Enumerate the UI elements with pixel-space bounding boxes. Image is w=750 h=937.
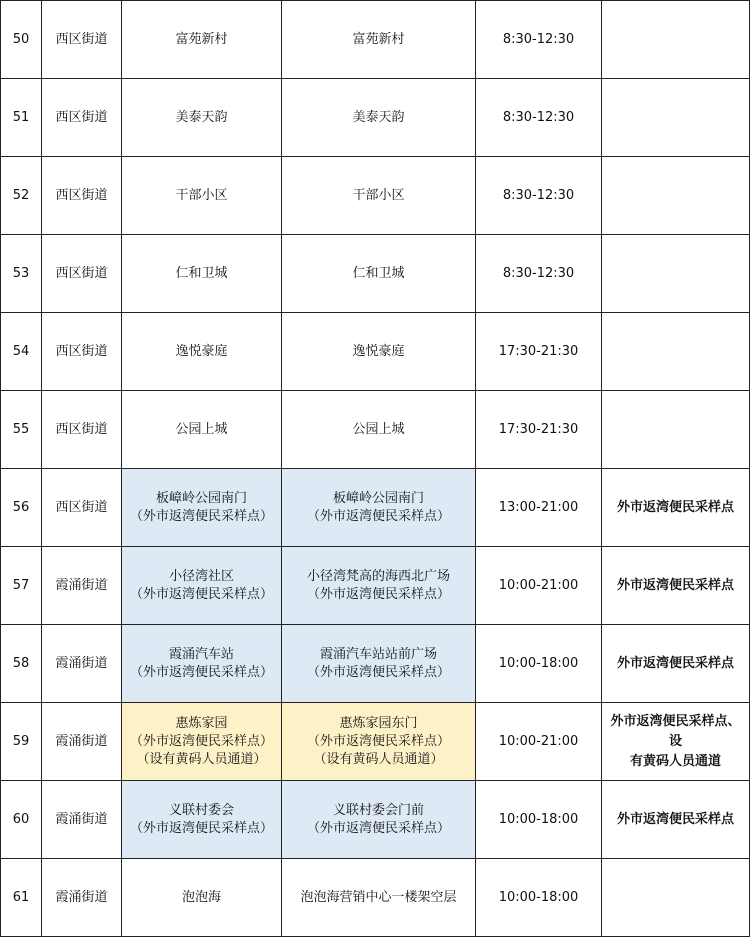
table-row xyxy=(1,235,750,313)
sampling-location-cell xyxy=(282,781,476,859)
site-name-cell xyxy=(122,313,282,391)
remark-cell-line: 外市返湾便民采样点 xyxy=(616,655,734,671)
street-cell: 西区街道 xyxy=(42,469,122,547)
table-body xyxy=(1,1,750,937)
sampling-location-cell-line: 霞涌汽车站站前广场 xyxy=(319,646,437,662)
site-name-cell-line: 仁和卫城 xyxy=(175,265,228,281)
site-name-cell-line: 泡泡海 xyxy=(181,889,221,905)
sampling-location-cell-line: 逸悦豪庭 xyxy=(352,343,405,359)
site-name-cell-line: （设有黄码人员通道） xyxy=(136,751,267,767)
sampling-location-cell-line: 干部小区 xyxy=(352,187,405,203)
site-name-cell-line: 干部小区 xyxy=(175,187,228,203)
site-name-cell xyxy=(122,547,282,625)
table-row xyxy=(1,391,750,469)
row-number-cell: 59 xyxy=(1,703,42,781)
site-name-cell-line: （外市返湾便民采样点） xyxy=(129,586,273,602)
site-name-cell-line: （外市返湾便民采样点） xyxy=(129,664,273,680)
sampling-location-cell xyxy=(282,469,476,547)
service-time-cell: 8:30-12:30 xyxy=(476,157,602,235)
service-time-cell: 10:00-18:00 xyxy=(476,859,602,937)
remark-cell xyxy=(602,625,750,703)
sampling-location-cell xyxy=(282,547,476,625)
remark-cell xyxy=(602,703,750,781)
street-cell: 霞涌街道 xyxy=(42,703,122,781)
remark-cell xyxy=(602,1,750,79)
service-time-cell: 10:00-18:00 xyxy=(476,625,602,703)
site-name-cell-line: 逸悦豪庭 xyxy=(175,343,228,359)
service-time-cell: 8:30-12:30 xyxy=(476,235,602,313)
street-cell: 霞涌街道 xyxy=(42,547,122,625)
table-row xyxy=(1,625,750,703)
site-name-cell xyxy=(122,235,282,313)
sampling-location-cell xyxy=(282,859,476,937)
remark-cell xyxy=(602,859,750,937)
site-name-cell xyxy=(122,469,282,547)
row-number-cell: 55 xyxy=(1,391,42,469)
row-number-cell: 61 xyxy=(1,859,42,937)
row-number-cell: 54 xyxy=(1,313,42,391)
sampling-location-cell-line: 泡泡海营销中心一楼架空层 xyxy=(300,889,457,905)
table-row xyxy=(1,313,750,391)
sampling-location-cell xyxy=(282,79,476,157)
sampling-location-cell xyxy=(282,1,476,79)
site-name-cell xyxy=(122,391,282,469)
sampling-location-cell-line: （外市返湾便民采样点） xyxy=(306,733,450,749)
site-name-cell xyxy=(122,157,282,235)
sampling-location-cell xyxy=(282,235,476,313)
sampling-location-cell xyxy=(282,157,476,235)
street-cell: 西区街道 xyxy=(42,391,122,469)
sampling-location-cell xyxy=(282,703,476,781)
site-name-cell-line: 义联村委会 xyxy=(168,802,234,818)
sampling-location-cell-line: （外市返湾便民采样点） xyxy=(306,586,450,602)
street-cell: 霞涌街道 xyxy=(42,859,122,937)
remark-cell-line: 外市返湾便民采样点、设 xyxy=(610,713,741,749)
remark-cell xyxy=(602,313,750,391)
street-cell: 霞涌街道 xyxy=(42,781,122,859)
sampling-location-cell-line: 富苑新村 xyxy=(352,31,405,47)
sampling-location-cell-line: 公园上城 xyxy=(352,421,405,437)
sampling-location-cell xyxy=(282,313,476,391)
remark-cell xyxy=(602,235,750,313)
site-name-cell-line: （外市返湾便民采样点） xyxy=(129,733,273,749)
remark-cell-line: 有黄码人员通道 xyxy=(629,753,721,769)
service-time-cell: 8:30-12:30 xyxy=(476,79,602,157)
site-name-cell xyxy=(122,703,282,781)
service-time-cell: 10:00-18:00 xyxy=(476,781,602,859)
service-time-cell: 17:30-21:30 xyxy=(476,313,602,391)
row-number-cell: 52 xyxy=(1,157,42,235)
service-time-cell: 8:30-12:30 xyxy=(476,1,602,79)
service-time-cell: 13:00-21:00 xyxy=(476,469,602,547)
table-row xyxy=(1,781,750,859)
remark-cell xyxy=(602,79,750,157)
sampling-location-cell-line: 惠炼家园东门 xyxy=(339,715,418,731)
remark-cell xyxy=(602,391,750,469)
table-row xyxy=(1,157,750,235)
site-name-cell-line: 霞涌汽车站 xyxy=(168,646,234,662)
remark-cell-line: 外市返湾便民采样点 xyxy=(616,811,734,827)
remark-cell-line: 外市返湾便民采样点 xyxy=(616,499,734,515)
sampling-location-cell-line: 美泰天韵 xyxy=(352,109,405,125)
row-number-cell: 50 xyxy=(1,1,42,79)
site-name-cell-line: 富苑新村 xyxy=(175,31,228,47)
sampling-location-cell-line: （外市返湾便民采样点） xyxy=(306,820,450,836)
sampling-location-cell-line: （外市返湾便民采样点） xyxy=(306,664,450,680)
sampling-location-cell-line: 小径湾梵高的海西北广场 xyxy=(306,568,450,584)
sampling-location-cell xyxy=(282,391,476,469)
site-name-cell xyxy=(122,1,282,79)
row-number-cell: 58 xyxy=(1,625,42,703)
site-name-cell xyxy=(122,859,282,937)
sampling-location-cell-line: 义联村委会门前 xyxy=(332,802,424,818)
sampling-location-cell-line: （设有黄码人员通道） xyxy=(313,751,444,767)
site-name-cell-line: 小径湾社区 xyxy=(168,568,234,584)
site-name-cell-line: 惠炼家园 xyxy=(175,715,228,731)
sampling-location-cell-line: （外市返湾便民采样点） xyxy=(306,508,450,524)
site-name-cell xyxy=(122,781,282,859)
street-cell: 西区街道 xyxy=(42,1,122,79)
street-cell: 西区街道 xyxy=(42,157,122,235)
street-cell: 霞涌街道 xyxy=(42,625,122,703)
row-number-cell: 56 xyxy=(1,469,42,547)
street-cell: 西区街道 xyxy=(42,313,122,391)
sampling-location-cell-line: 仁和卫城 xyxy=(352,265,405,281)
site-name-cell-line: （外市返湾便民采样点） xyxy=(129,508,273,524)
table-row xyxy=(1,1,750,79)
site-name-cell-line: （外市返湾便民采样点） xyxy=(129,820,273,836)
remark-cell xyxy=(602,157,750,235)
row-number-cell: 51 xyxy=(1,79,42,157)
row-number-cell: 53 xyxy=(1,235,42,313)
table-row xyxy=(1,703,750,781)
sampling-location-cell xyxy=(282,625,476,703)
service-time-cell: 10:00-21:00 xyxy=(476,547,602,625)
row-number-cell: 57 xyxy=(1,547,42,625)
service-time-cell: 17:30-21:30 xyxy=(476,391,602,469)
site-name-cell xyxy=(122,625,282,703)
site-name-cell xyxy=(122,79,282,157)
site-name-cell-line: 板嶂岭公园南门 xyxy=(155,490,247,506)
table-row xyxy=(1,547,750,625)
site-name-cell-line: 美泰天韵 xyxy=(175,109,228,125)
remark-cell xyxy=(602,781,750,859)
table-row xyxy=(1,859,750,937)
table-row xyxy=(1,79,750,157)
street-cell: 西区街道 xyxy=(42,235,122,313)
site-name-cell-line: 公园上城 xyxy=(175,421,228,437)
table-row xyxy=(1,469,750,547)
remark-cell xyxy=(602,469,750,547)
row-number-cell: 60 xyxy=(1,781,42,859)
street-cell: 西区街道 xyxy=(42,79,122,157)
service-time-cell: 10:00-21:00 xyxy=(476,703,602,781)
sampling-location-cell-line: 板嶂岭公园南门 xyxy=(332,490,424,506)
remark-cell-line: 外市返湾便民采样点 xyxy=(616,577,734,593)
remark-cell xyxy=(602,547,750,625)
